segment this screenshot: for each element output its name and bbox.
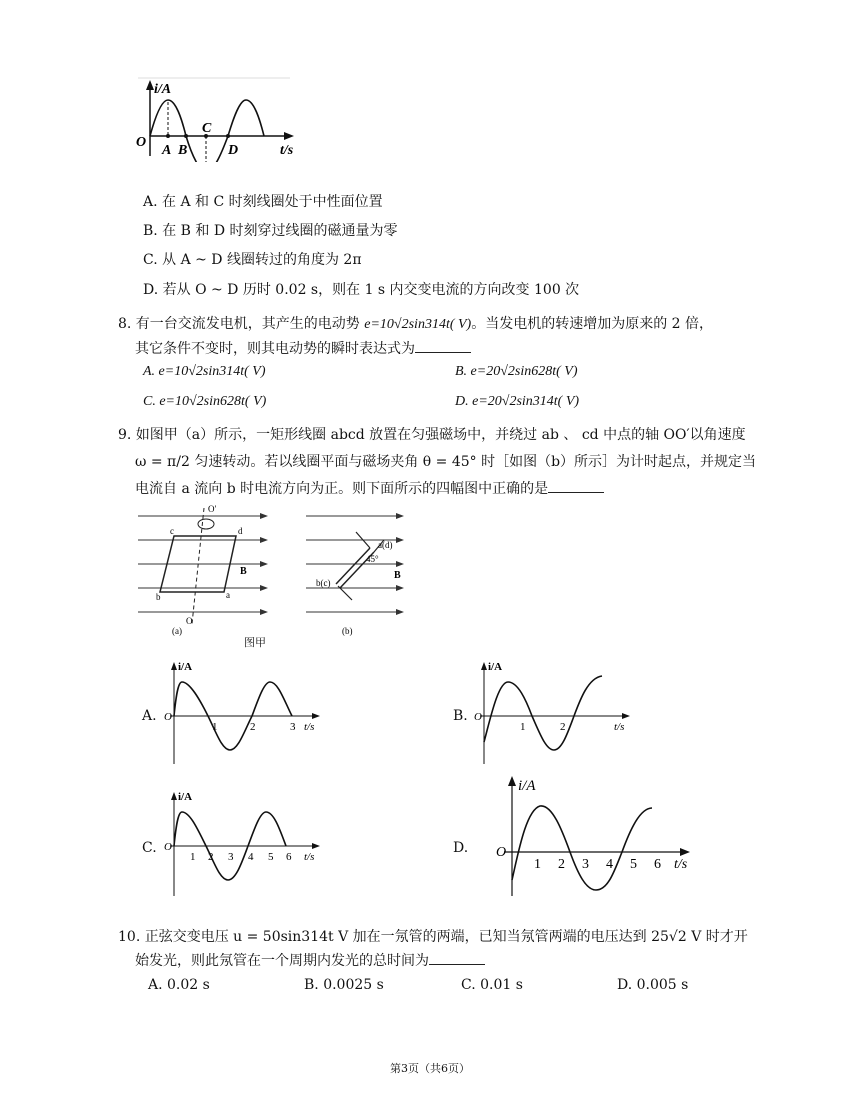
label-C: C (202, 121, 212, 136)
svg-text:b(c): b(c) (316, 578, 331, 588)
svg-text:4: 4 (606, 857, 613, 872)
svg-text:1: 1 (212, 721, 218, 733)
q10-line2: 始发光，则此氖管在一个周期内发光的总时间为 (135, 950, 485, 970)
answer-blank (548, 478, 604, 493)
graph-ylabel: i/A (154, 82, 172, 97)
label-A: A (162, 143, 172, 158)
svg-text:3: 3 (228, 851, 234, 863)
svg-text:6: 6 (286, 851, 292, 863)
svg-text:b: b (156, 592, 161, 602)
q9-line3: 电流自 a 流向 b 时电流方向为正。则下面所示的四幅图中正确的是 (135, 478, 604, 498)
svg-text:B: B (240, 566, 247, 577)
svg-text:1: 1 (534, 857, 541, 872)
q9-line1: 9. 如图甲（a）所示，一矩形线圈 abcd 放置在匀强磁场中，并绕过 ab 、 cd 中点的轴 OO′以角速度 (118, 427, 746, 443)
svg-text:O: O (164, 841, 172, 853)
q9-graph-c (160, 790, 330, 902)
q10-option-c: C. 0.01 s (461, 977, 523, 993)
svg-text:i/A: i/A (488, 661, 503, 673)
curve-b (484, 676, 602, 750)
svg-text:2: 2 (250, 721, 256, 733)
q8-option-c: C. e=10√2sin628t( V) (143, 394, 267, 409)
svg-text:45°: 45° (366, 554, 379, 564)
svg-text:a: a (226, 590, 230, 600)
svg-text:i/A: i/A (518, 778, 536, 794)
svg-text:6: 6 (654, 857, 661, 872)
svg-text:t/s: t/s (614, 721, 625, 733)
svg-text:t/s: t/s (674, 857, 688, 872)
answer-blank (429, 950, 485, 965)
svg-text:d: d (238, 526, 243, 536)
svg-text:O: O (496, 845, 507, 860)
q9-option-c-letter: C. (142, 840, 157, 856)
graph-xlabel: t/s (280, 143, 294, 158)
q8-option-d: D. e=20√2sin314t( V) (455, 394, 580, 409)
q9-option-d-letter: D. (453, 840, 469, 856)
q8-line2: 其它条件不变时，则其电动势的瞬时表达式为 (135, 338, 471, 358)
svg-text:i/A: i/A (178, 661, 193, 673)
q7-graph (130, 76, 300, 162)
label-B: B (178, 143, 188, 158)
svg-text:1: 1 (190, 851, 196, 863)
q8-option-a: A. e=10√2sin314t( V) (143, 364, 266, 379)
q7-option-b: B. 在 B 和 D 时刻穿过线圈的磁通量为零 (143, 223, 398, 239)
point-A (166, 134, 170, 138)
point-D (226, 134, 230, 138)
graph-origin: O (136, 135, 147, 150)
q8-line1: 8. 有一台交流发电机，其产生的电动势 e=10√2sin314t( V)。当发电机的转速增加为原来的 2 倍， (118, 316, 714, 332)
page-footer: 第3页（共6页） (390, 1062, 470, 1075)
svg-text:2: 2 (208, 851, 214, 863)
svg-text:B: B (394, 570, 401, 581)
svg-text:O: O (164, 711, 172, 723)
svg-text:1: 1 (520, 721, 526, 733)
svg-text:4: 4 (248, 851, 254, 863)
q9-graph-b (470, 660, 640, 770)
q9-option-b-letter: B. (453, 708, 468, 724)
svg-text:c: c (170, 526, 174, 536)
y-axis-arrow (146, 80, 154, 90)
svg-text:3: 3 (290, 721, 296, 733)
q7-option-c: C. 从 A ~ D 线圈转过的角度为 2π (143, 252, 362, 268)
svg-text:t/s: t/s (304, 851, 315, 863)
svg-text:2: 2 (560, 721, 566, 733)
q9-option-a-letter: A. (142, 708, 157, 724)
x-axis-arrow (284, 132, 294, 140)
svg-text:O′: O′ (208, 504, 217, 514)
q9-line2: ω = π/2 匀速转动。若以线圈平面与磁场夹角 θ = 45° 时［如图（b）所示］为计时起点，并规定当 (135, 454, 757, 470)
answer-blank (415, 338, 471, 353)
svg-text:5: 5 (630, 857, 637, 872)
curve-d (512, 806, 652, 890)
svg-text:i/A: i/A (178, 791, 193, 803)
figure-a (134, 500, 274, 640)
svg-text:3: 3 (582, 857, 589, 872)
q8-option-b: B. e=20√2sin628t( V) (455, 364, 578, 379)
svg-text:a(d): a(d) (378, 540, 393, 550)
coil-edge (336, 548, 370, 584)
q7-option-d: D. 若从 O ~ D 历时 0.02 s，则在 1 s 内交变电流的方向改变 100 次 (143, 282, 580, 298)
svg-text:O: O (186, 616, 193, 626)
svg-text:O: O (474, 711, 482, 723)
q8-emf: e=10√2sin314t( V) (364, 317, 472, 332)
q10-option-d: D. 0.005 s (617, 977, 689, 993)
figure-b (302, 500, 410, 640)
fig-b-label: (b) (342, 626, 353, 636)
q10-option-b: B. 0.0025 s (304, 977, 384, 993)
q10-line1: 10. 正弦交变电压 u = 50sin314t V 加在一氖管的两端，已知当氖管两端的电压达到 25√2 V 时才开 (118, 929, 748, 945)
point-B (184, 134, 188, 138)
svg-text:t/s: t/s (304, 721, 315, 733)
q9-graph-d (490, 770, 710, 900)
svg-text:5: 5 (268, 851, 274, 863)
svg-text:2: 2 (558, 857, 565, 872)
label-D: D (228, 143, 239, 158)
q10-option-a: A. 0.02 s (148, 977, 210, 993)
q9-graph-a (160, 660, 330, 770)
rotation-arrow (198, 519, 214, 529)
q7-option-a: A. 在 A 和 C 时刻线圈处于中性面位置 (143, 194, 383, 210)
fig-a-label: (a) (172, 626, 182, 636)
figure-caption: 图甲 (244, 636, 266, 649)
